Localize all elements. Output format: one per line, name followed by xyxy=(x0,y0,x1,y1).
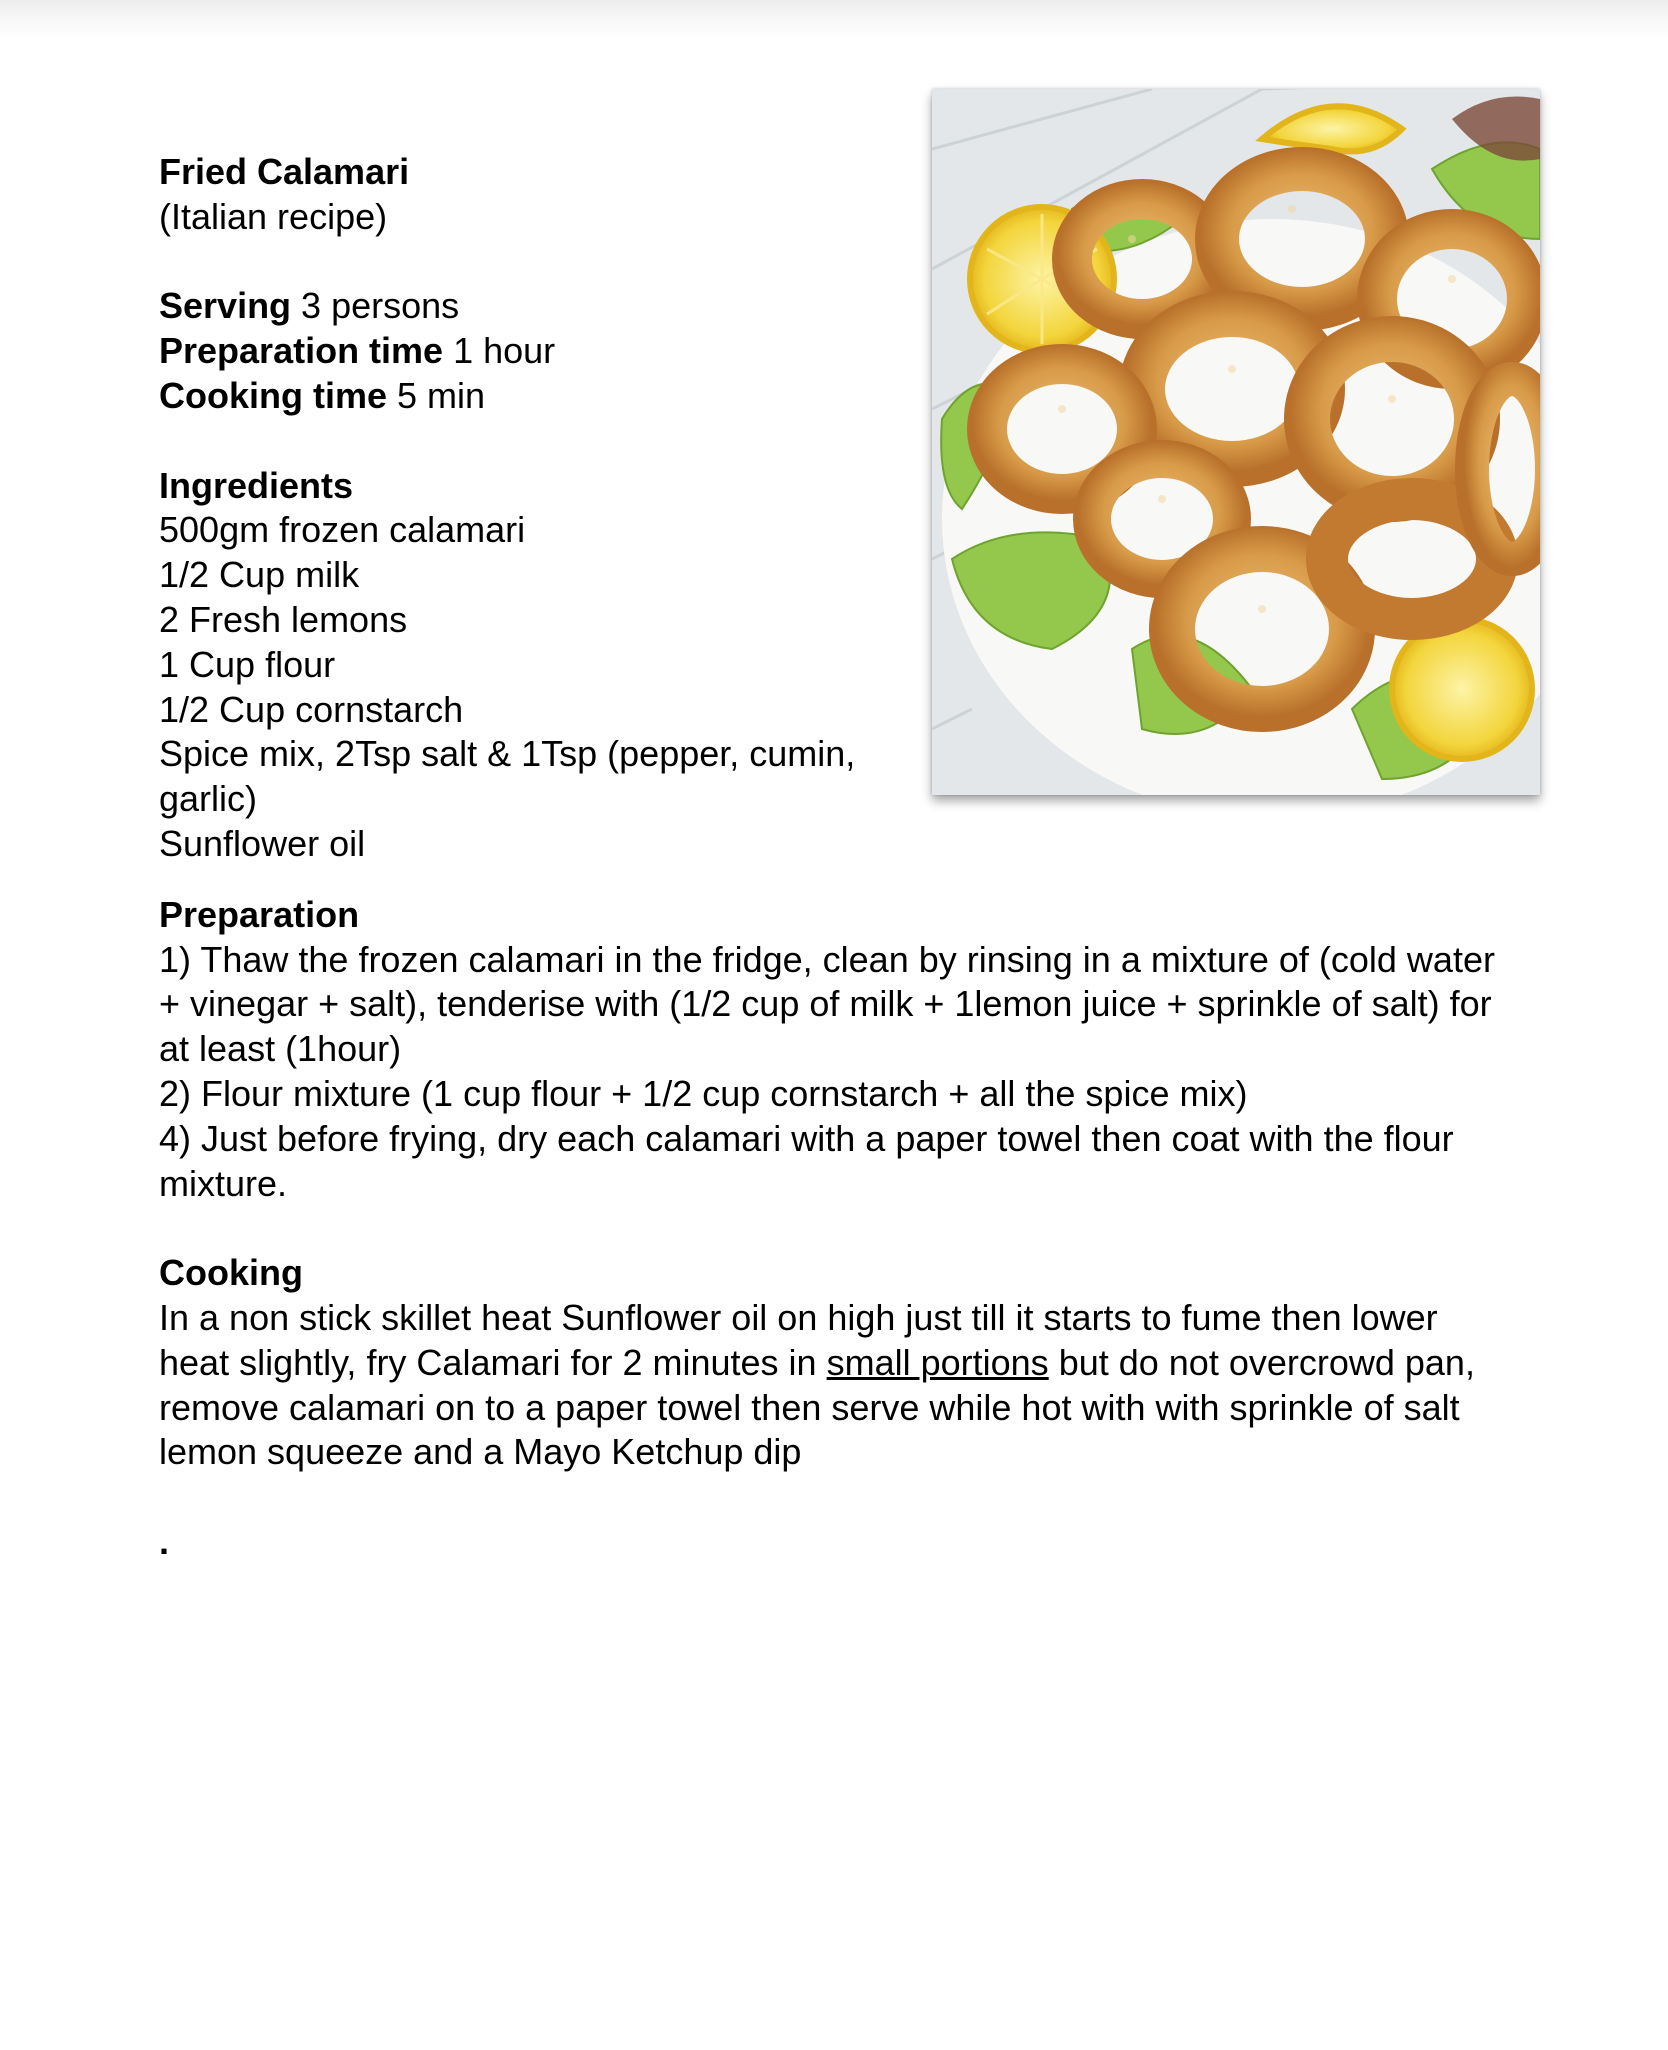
recipe-title: Fried Calamari xyxy=(159,151,410,192)
recipe-subtitle: (Italian recipe) xyxy=(159,195,388,237)
ingredient-item: 1 Cup flour xyxy=(159,643,336,685)
cook-time-label: Cooking time xyxy=(159,374,388,416)
cooking-text-start: In a non stick skillet heat Sunflower oil on high just till it starts to fume then lower heat slightly, fry Calamari for 2 minutes in xyxy=(159,1296,1438,1383)
preparation-steps xyxy=(159,938,1499,1207)
preparation-heading: Preparation xyxy=(159,893,360,935)
top-edge-shadow xyxy=(0,0,1668,40)
prep-time-label: Preparation time xyxy=(159,330,444,372)
prep-time-value: 1 hour xyxy=(443,330,556,372)
ingredient-item: 500gm frozen calamari xyxy=(159,509,526,551)
cooking-heading: Cooking xyxy=(159,1252,303,1294)
cook-time-value: 5 min xyxy=(387,374,486,416)
serving-label: Serving xyxy=(159,285,292,327)
trailing-mark: . xyxy=(159,1520,170,1562)
preparation-step: 4) Just before frying, dry each calamari with a paper towel then coat with the flour mixture. xyxy=(159,1117,1454,1204)
cooking-instructions xyxy=(159,1296,1499,1475)
cooking-text-end: but do not overcrowd pan, remove calamari on to a paper towel then serve while hot with with sprinkle of salt lemon squeeze and a Mayo Ketchup dip xyxy=(159,1341,1475,1473)
ingredients-list xyxy=(159,508,879,866)
ingredient-item: Spice mix, 2Tsp salt & 1Tsp (pepper, cumin, garlic) xyxy=(159,733,856,820)
serving-line xyxy=(159,284,879,329)
serving-value: 3 persons xyxy=(291,285,460,327)
recipe-header-column xyxy=(159,150,879,867)
ingredients-heading: Ingredients xyxy=(159,464,354,506)
ingredient-item: Sunflower oil xyxy=(159,822,366,864)
preparation-step: 2) Flour mixture (1 cup flour + 1/2 cup cornstarch + all the spice mix) xyxy=(159,1072,1248,1114)
ingredient-item: 2 Fresh lemons xyxy=(159,598,408,640)
ingredient-item: 1/2 Cup milk xyxy=(159,554,360,596)
cooking-text-underlined: small portions xyxy=(826,1341,1049,1383)
prep-time-line xyxy=(159,329,879,374)
cook-time-line xyxy=(159,374,879,419)
preparation-step: 1) Thaw the frozen calamari in the fridge, clean by rinsing in a mixture of (cold water + vinegar + salt), tenderise with (1/2 cup of milk + 1lemon juice + sprinkle of salt) for at least (1hour) xyxy=(159,938,1495,1070)
recipe-document xyxy=(159,150,1499,1565)
ingredient-item: 1/2 Cup cornstarch xyxy=(159,688,464,730)
